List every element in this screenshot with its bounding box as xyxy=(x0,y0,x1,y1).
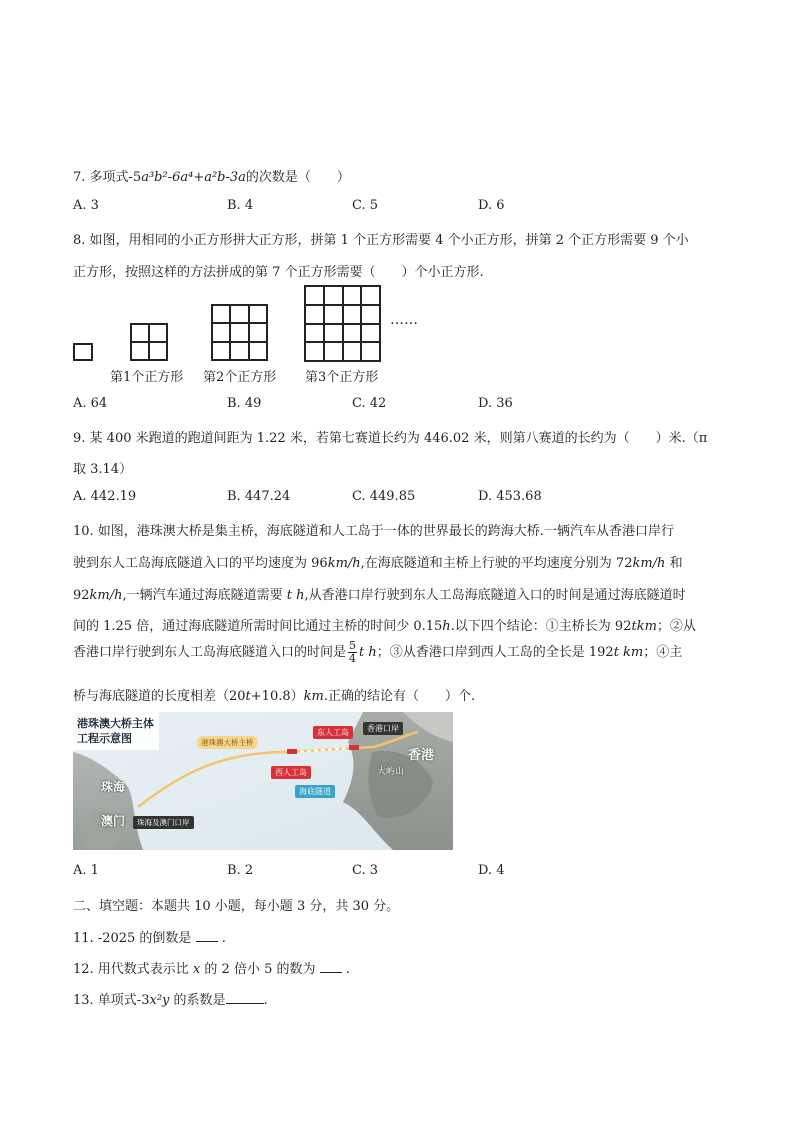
q9-option-a: A. 442.19 xyxy=(73,489,137,504)
q13-end: . xyxy=(263,993,268,1008)
q10-stem-line3 xyxy=(73,584,686,603)
q12-variable: x xyxy=(192,962,201,977)
q12-text-b: 的 2 倍小 5 的数为 xyxy=(200,962,316,977)
q10-line2-unit1: km/h xyxy=(327,556,361,571)
q8-caption-3: 第3个正方形 xyxy=(305,370,379,385)
q10-line3-unit: km/h xyxy=(89,588,123,603)
map-title-line2: 工程示意图 xyxy=(77,732,132,745)
map-label-hk-port: 香港口岸 xyxy=(363,722,403,735)
q12 xyxy=(73,958,350,977)
q10-line6-c: +10.8） xyxy=(250,689,304,704)
q10-option-c: C. 3 xyxy=(352,863,379,878)
q10-option-a: A. 1 xyxy=(73,863,99,878)
q8-stem-line1: 8. 如图，用相同的小正方形拼大正方形，拼第 1 个正方形需要 4 个小正方形，拼第 2 个正方形需要 9 个小 xyxy=(73,233,689,248)
q10-stem-line2 xyxy=(73,552,683,571)
q10-fraction-numerator: 5 xyxy=(349,639,357,652)
q10-line4-e: ；②从 xyxy=(656,619,696,634)
q10-line4-a: 间的 1.25 倍，通过海底隧道所需时间比通过主桥的时间少 0.15 xyxy=(73,619,443,634)
q10-line2-unit2: km/h xyxy=(632,556,666,571)
map-label-hk: 香港 xyxy=(408,748,435,763)
map-label-tunnel: 海底隧道 xyxy=(295,785,335,798)
map-label-west-island: 西人工岛 xyxy=(271,766,311,779)
q13 xyxy=(73,989,268,1008)
q12-end: . xyxy=(345,962,350,977)
q10-bridge-map xyxy=(73,712,453,850)
q10-line4-unit: h xyxy=(442,619,451,634)
map-label-macau: 澳门 xyxy=(101,814,126,828)
q10-line5-var: t h xyxy=(359,645,377,660)
q10-line4-var: tkm xyxy=(631,619,657,634)
q7-option-a: A. 3 xyxy=(73,198,99,213)
q10-line5-a: 香港口岸行驶到东人工岛海底隧道入口的时间是 xyxy=(73,645,347,660)
q11-text: 11. -2025 的倒数是 xyxy=(73,931,192,946)
q13-text-a: 13. 单项式-3 xyxy=(73,993,150,1008)
map-label-zhuhai: 珠海 xyxy=(101,780,126,794)
q8-caption-1: 第1个正方形 xyxy=(110,370,184,385)
q9-option-b: B. 447.24 xyxy=(227,489,291,504)
q10-stem-line5 xyxy=(73,640,682,665)
q10-line4-c: .以下四个结论：①主桥长为 92 xyxy=(450,619,632,634)
q8-stem-line2: 正方形，按照这样的方法拼成的第 7 个正方形需要（ ）个小正方形. xyxy=(73,265,484,280)
q8-option-b: B. 49 xyxy=(227,396,262,411)
map-label-lantau: 大屿山 xyxy=(377,767,405,777)
q12-answer-blank[interactable] xyxy=(320,972,342,973)
q7-stem-prefix: 7. 多项式-5 xyxy=(73,170,142,185)
section2-heading-text: 二、填空题：本题共 10 小题，每小题 3 分，共 30 分。 xyxy=(73,899,400,914)
q7-polynomial: a³b²-6a⁴+a²b-3a xyxy=(141,170,246,185)
map-label-zhuhai-macau-port: 珠海及澳门口岸 xyxy=(133,816,194,829)
q10-option-b: B. 2 xyxy=(227,863,254,878)
q10-line5-c: ；③从香港口岸到西人工岛的全长是 192 xyxy=(376,645,614,660)
map-label-main-bridge: 港珠澳大桥主桥 xyxy=(197,736,258,749)
q7-stem xyxy=(73,166,350,185)
q10-stem-line4 xyxy=(73,615,696,634)
q8-figure-square-4x4 xyxy=(304,285,381,362)
q13-answer-blank[interactable] xyxy=(226,1003,264,1004)
q8-caption-2: 第2个正方形 xyxy=(203,370,277,385)
q10-line5-var2: t km xyxy=(613,645,644,660)
q10-line5-e: ；④主 xyxy=(643,645,683,660)
q8-option-d: D. 36 xyxy=(478,396,513,411)
q10-line3-c: ,一辆汽车通过海底隧道需要 xyxy=(122,588,287,603)
q8-option-a: A. 64 xyxy=(73,396,108,411)
q10-fraction xyxy=(348,640,357,665)
q10-line6-e: .正确的结论有（ ）个. xyxy=(323,689,476,704)
q7-option-d: D. 6 xyxy=(478,198,505,213)
q10-line6-unit: km xyxy=(303,689,324,704)
map-label-east-island: 东人工岛 xyxy=(313,726,353,739)
q10-fraction-denominator: 4 xyxy=(349,652,357,665)
q8-figure-square-1x1 xyxy=(73,343,93,361)
q13-monomial: x²y xyxy=(149,993,170,1008)
section2-heading xyxy=(73,895,399,914)
q10-line3-e: ,从香港口岸行驶到东人工岛海底隧道入口的时间是通过海底隧道时 xyxy=(304,588,686,603)
q11 xyxy=(73,927,226,946)
q10-line3-a: 92 xyxy=(73,588,90,603)
q8-figure-square-3x3 xyxy=(211,304,268,361)
q10-line3-var: t h xyxy=(286,588,305,603)
q8-figure-square-2x2 xyxy=(130,323,168,361)
q10-line2-e: 和 xyxy=(665,556,683,571)
q12-text-a: 12. 用代数式表示比 xyxy=(73,962,193,977)
q9-option-c: C. 449.85 xyxy=(352,489,416,504)
q10-stem-line1: 10. 如图，港珠澳大桥是集主桥，海底隧道和人工岛于一体的世界最长的跨海大桥.一辆汽车从香港口岸行 xyxy=(73,524,674,539)
q9-option-d: D. 453.68 xyxy=(478,489,542,504)
q7-option-c: C. 5 xyxy=(352,198,379,213)
q10-stem-line6 xyxy=(73,685,475,704)
q9-stem-line1: 9. 某 400 米跑道的跑道间距为 1.22 米，若第七赛道长约为 446.02 米，则第八赛道的长约为（ ）米.（π xyxy=(73,431,708,446)
q10-line2-c: ,在海底隧道和主桥上行驶的平均速度分别为 72 xyxy=(360,556,633,571)
q10-line6-var: t xyxy=(245,689,251,704)
q7-option-b: B. 4 xyxy=(227,198,254,213)
q11-answer-blank[interactable] xyxy=(196,941,218,942)
q7-stem-suffix: 的次数是（ ） xyxy=(245,170,350,185)
q10-option-d: D. 4 xyxy=(478,863,505,878)
q9-stem-line2: 取 3.14） xyxy=(73,462,133,477)
q10-line6-a: 桥与海底隧道的长度相差（20 xyxy=(73,689,246,704)
map-title-line1: 港珠澳大桥主体 xyxy=(77,717,154,730)
q8-option-c: C. 42 xyxy=(352,396,387,411)
q10-line2-a: 驶到东人工岛海底隧道入口的平均速度为 96 xyxy=(73,556,328,571)
q8-figure-ellipsis: …… xyxy=(390,312,418,328)
map-title xyxy=(77,716,154,746)
q11-end: . xyxy=(221,931,226,946)
q13-text-b: 的系数是 xyxy=(169,993,226,1008)
